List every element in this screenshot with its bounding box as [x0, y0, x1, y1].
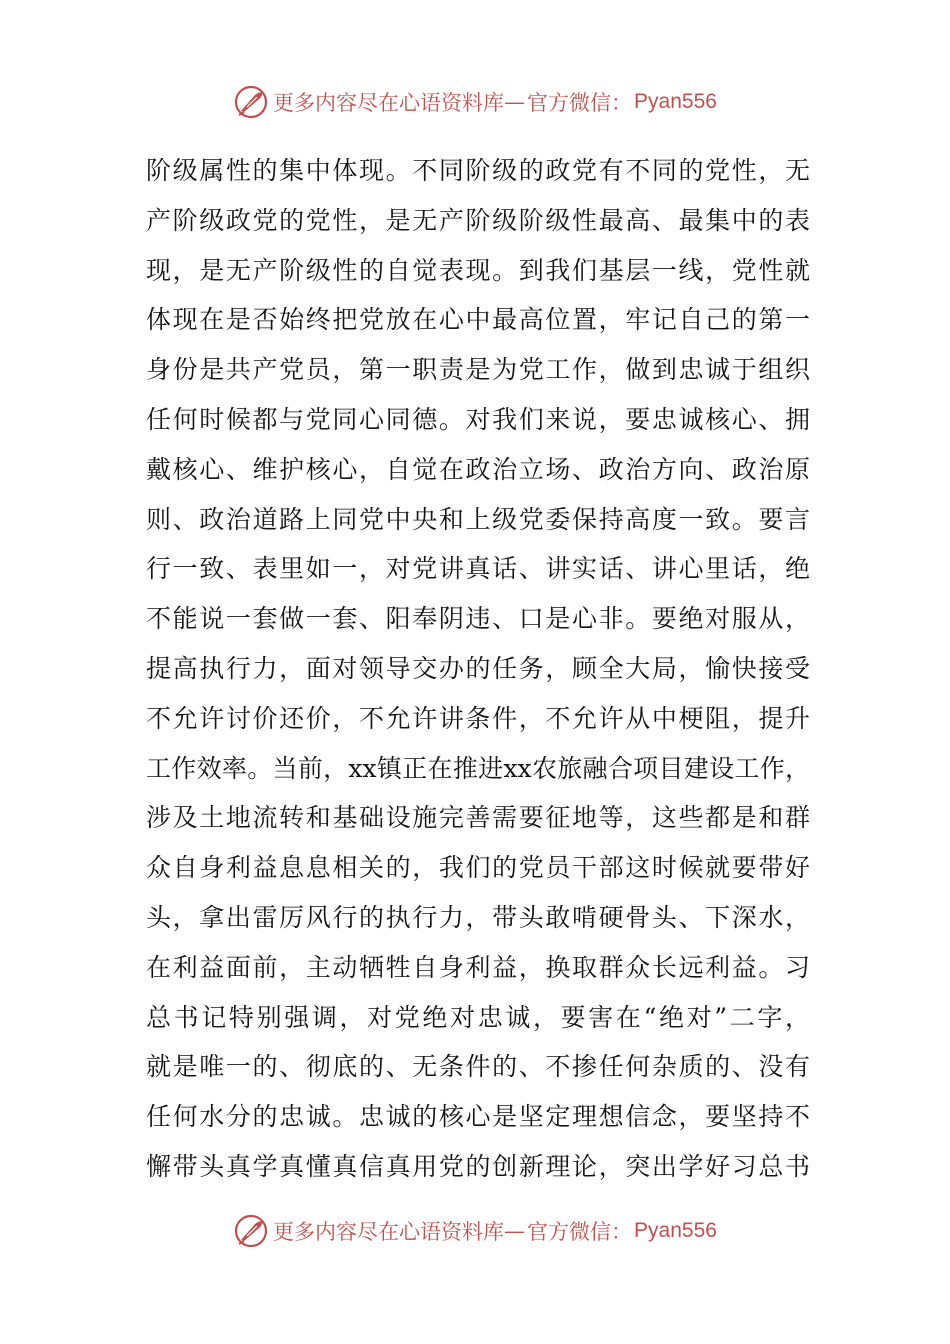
- text-line: 涉及土地流转和基础设施完善需要征地等，这些都是和群: [146, 803, 810, 833]
- text-line: 提高执行力，面对领导交办的任务，顾全大局，愉快接受: [146, 653, 810, 683]
- text-line: 阶级属性的集中体现。不同阶级的政党有不同的党性，无: [146, 156, 810, 185]
- quill-logo-icon: [233, 84, 269, 120]
- text-line: 总书记特别强调，对党绝对忠诚，要害在“绝对”二字，: [146, 1002, 810, 1032]
- text-line: 众自身利益息息相关的，我们的党员干部这时候就要带好: [146, 853, 810, 883]
- text-line: 产阶级政党的党性，是无产阶级阶级性最高、最集中的表: [146, 205, 810, 235]
- footer-separator: —: [504, 1219, 526, 1243]
- text-line: 懈带头真学真懂真信真用党的创新理论，突出学好习总书: [146, 1151, 810, 1181]
- text-line: 不允许讨价还价，不允许讲条件，不允许从中梗阻，提升: [146, 703, 810, 733]
- footer-wechat-label: 官方微信：: [527, 1220, 633, 1244]
- header-separator: —: [504, 90, 526, 114]
- text-line: 工作效率。当前，xx镇正在推进xx农旅融合项目建设工作，: [146, 753, 810, 783]
- text-line: 不能说一套做一套、阳奉阴违、口是心非。要绝对服从，: [146, 604, 810, 634]
- header-banner: [0, 82, 950, 122]
- text-line: 在利益面前，主动牺牲自身利益，换取群众长远利益。习: [146, 952, 810, 982]
- text-line: 则、政治道路上同党中央和上级党委保持高度一致。要言: [146, 504, 810, 534]
- text-line: 头，拿出雷厉风行的执行力，带头敢啃硬骨头、下深水，: [146, 902, 810, 932]
- footer-slogan: 更多内容尽在心语资料库: [273, 1220, 505, 1244]
- quill-logo-icon: [233, 1213, 269, 1249]
- header-wechat-label: 官方微信：: [527, 91, 633, 115]
- text-line: 现，是无产阶级性的自觉表现。到我们基层一线，党性就: [146, 255, 810, 285]
- header-slogan: 更多内容尽在心语资料库: [273, 91, 505, 115]
- document-body: [146, 146, 810, 1192]
- footer-wechat-id: Pyan556: [634, 1219, 717, 1242]
- text-line: 体现在是否始终把党放在心中最高位置，牢记自己的第一: [146, 305, 810, 335]
- text-line: 就是唯一的、彻底的、无条件的、不掺任何杂质的、没有: [146, 1052, 810, 1082]
- text-line: 任何水分的忠诚。忠诚的核心是坚定理想信念，要坚持不: [146, 1102, 810, 1132]
- text-line: 身份是共产党员，第一职责是为党工作，做到忠诚于组织: [146, 355, 810, 385]
- text-line: 行一致、表里如一，对党讲真话、讲实话、讲心里话，绝: [146, 554, 810, 584]
- header-wechat-id: Pyan556: [634, 90, 717, 113]
- text-line: 戴核心、维护核心，自觉在政治立场、政治方向、政治原: [146, 454, 810, 484]
- footer-banner: [0, 1211, 950, 1251]
- text-line: 任何时候都与党同心同德。对我们来说，要忠诚核心、拥: [146, 404, 810, 434]
